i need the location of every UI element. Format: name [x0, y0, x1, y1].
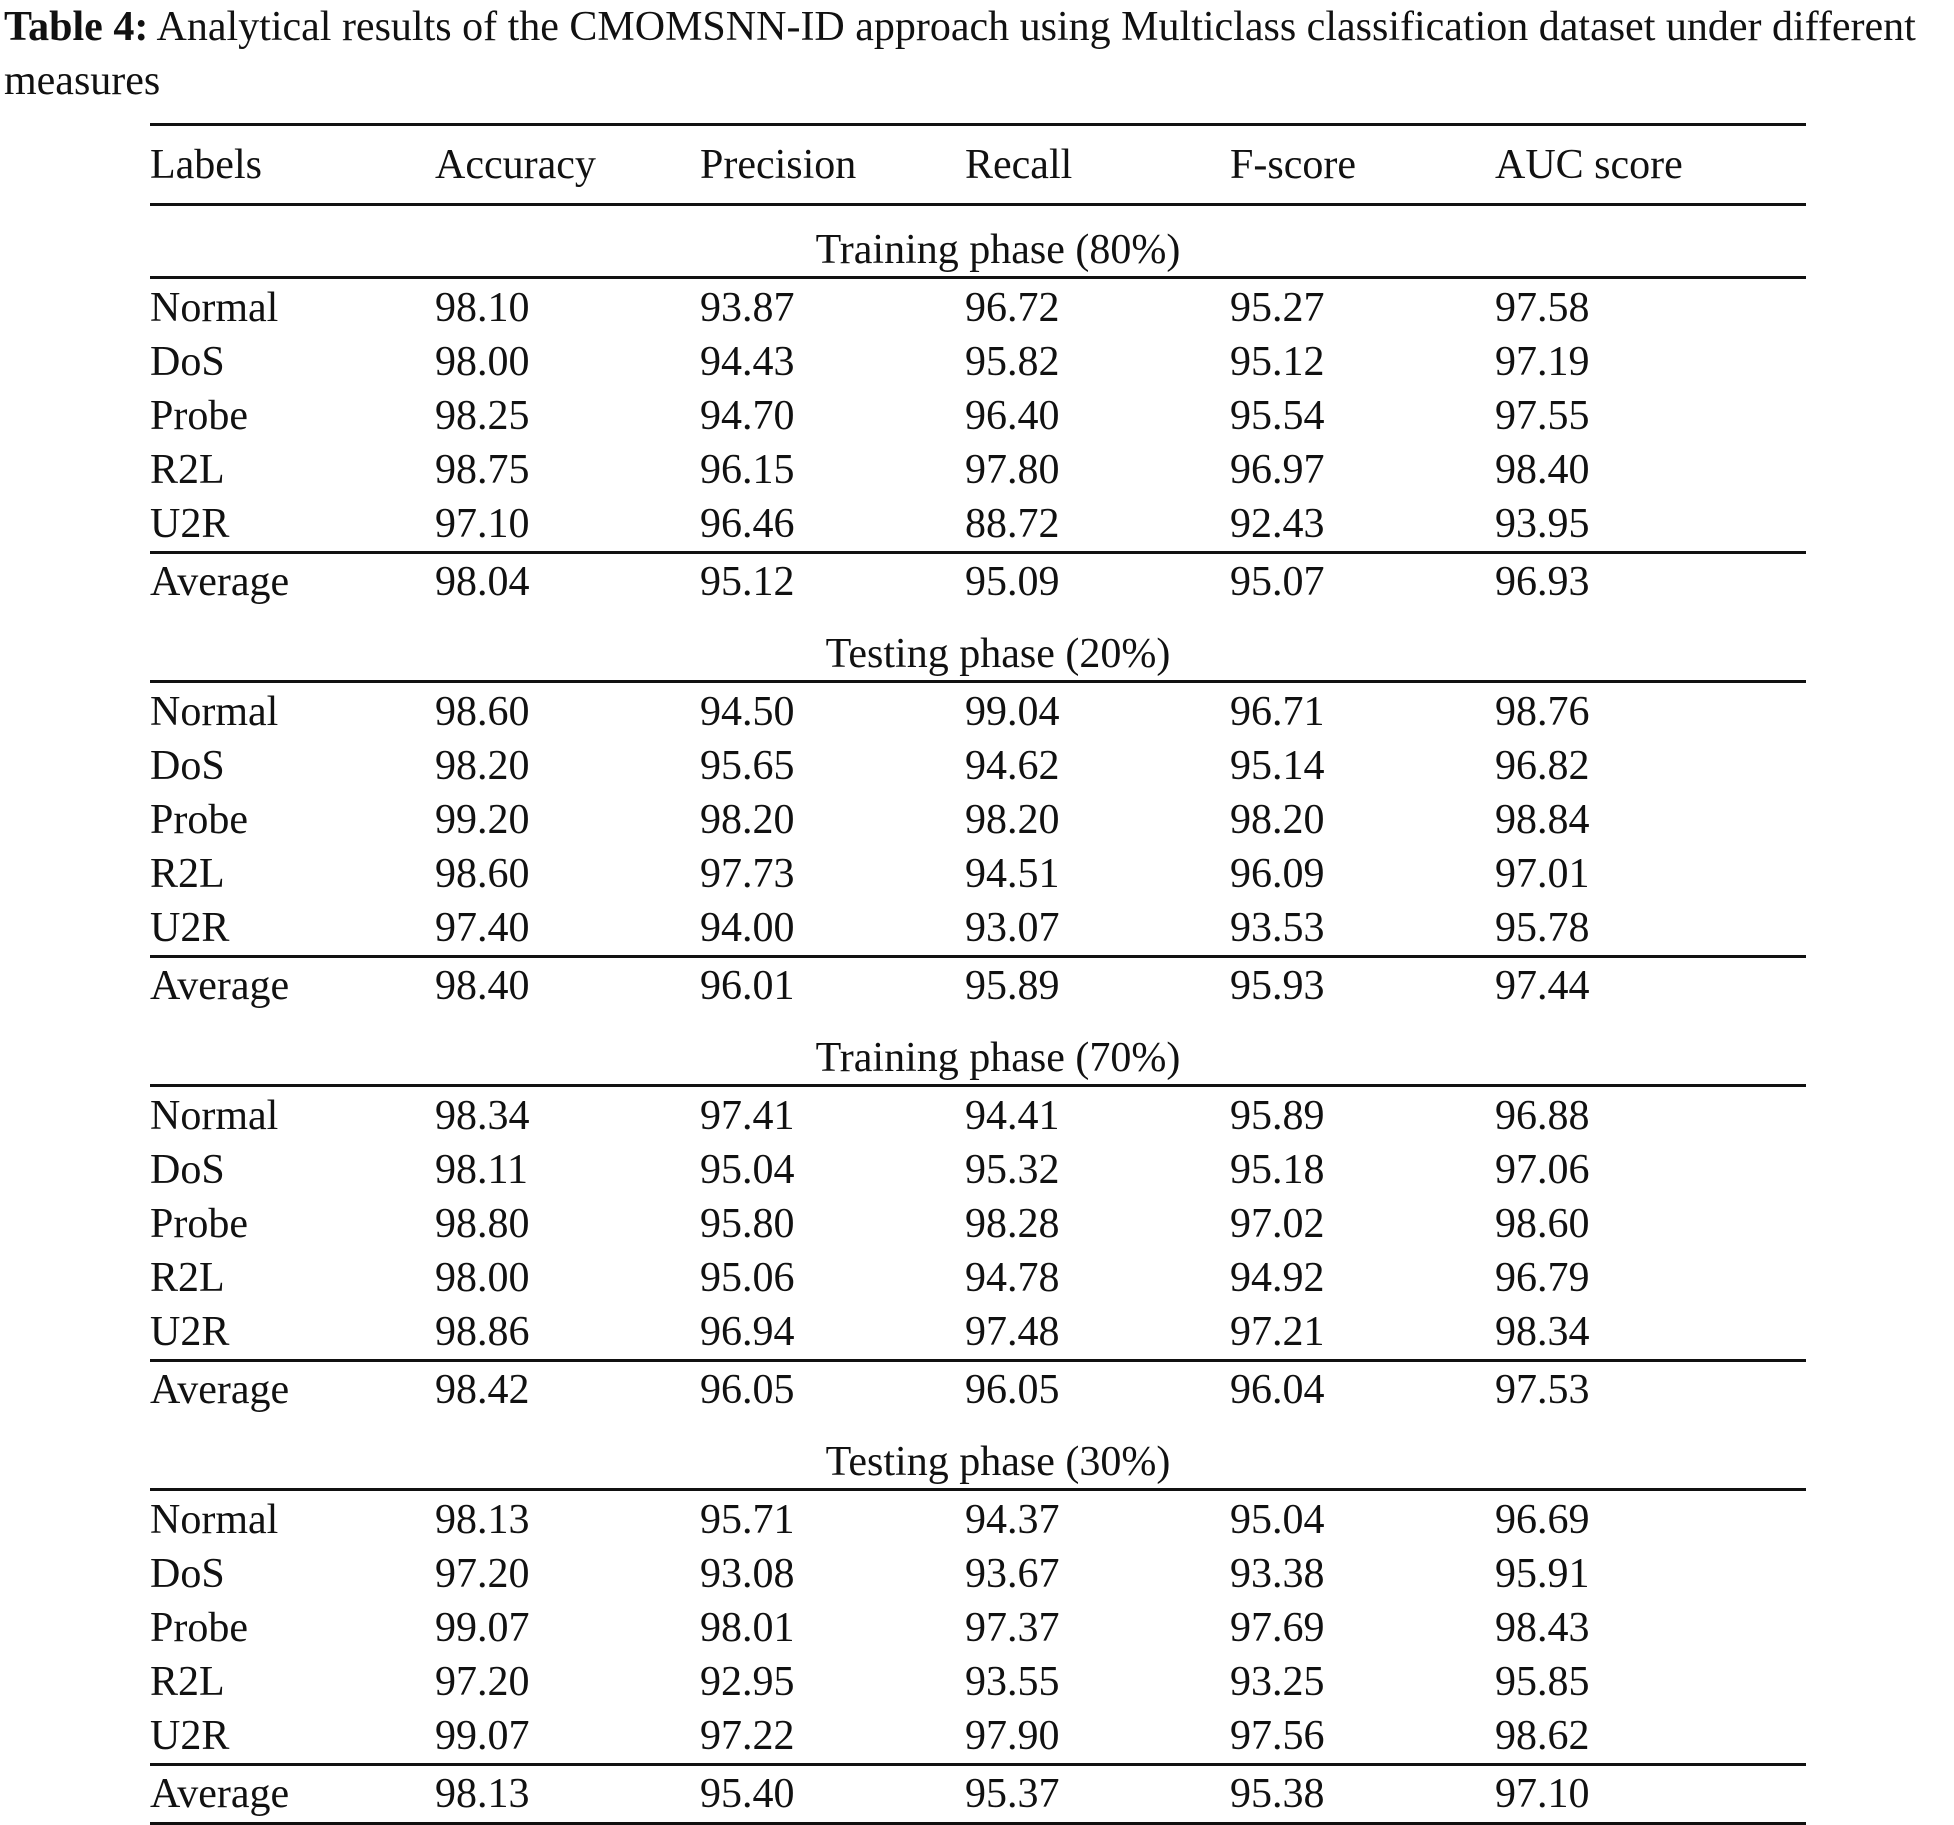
table-row-r2l — [150, 1251, 1806, 1305]
value-cell: 98.75 — [435, 447, 530, 493]
value-cell: 98.60 — [435, 689, 530, 735]
table-row-normal — [150, 1493, 1806, 1547]
value-cell: 98.20 — [1230, 797, 1325, 843]
average-value-cell: 97.53 — [1495, 1367, 1590, 1413]
value-cell: 97.69 — [1230, 1605, 1325, 1651]
value-cell: 98.20 — [965, 797, 1060, 843]
value-cell: 95.54 — [1230, 393, 1325, 439]
value-cell: 95.04 — [700, 1147, 795, 1193]
value-cell: 97.01 — [1495, 851, 1590, 897]
value-cell: 98.10 — [435, 285, 530, 331]
header-f-score: F-score — [1230, 141, 1356, 188]
average-value-cell: 97.10 — [1495, 1771, 1590, 1817]
value-cell: 97.21 — [1230, 1309, 1325, 1355]
header-labels: Labels — [150, 141, 262, 188]
header-recall: Recall — [965, 141, 1073, 188]
average-value-cell: 95.38 — [1230, 1771, 1325, 1817]
value-cell: 97.20 — [435, 1659, 530, 1705]
value-cell: 98.25 — [435, 393, 530, 439]
value-cell: 97.58 — [1495, 285, 1590, 331]
average-value-cell: 96.05 — [965, 1367, 1060, 1413]
row-label-cell: Probe — [150, 1605, 248, 1651]
table-row-dos — [150, 739, 1806, 793]
value-cell: 95.04 — [1230, 1497, 1325, 1543]
value-cell: 93.53 — [1230, 905, 1325, 951]
row-label-cell: Normal — [150, 689, 279, 735]
average-value-cell: 98.40 — [435, 963, 530, 1009]
value-cell: 96.46 — [700, 501, 795, 547]
row-label-cell: Normal — [150, 1093, 279, 1139]
value-cell: 95.27 — [1230, 285, 1325, 331]
value-cell: 96.71 — [1230, 689, 1325, 735]
value-cell: 96.94 — [700, 1309, 795, 1355]
value-cell: 94.62 — [965, 743, 1060, 789]
value-cell: 94.00 — [700, 905, 795, 951]
value-cell: 96.88 — [1495, 1093, 1590, 1139]
section-title: Training phase (80%) — [815, 227, 1181, 273]
value-cell: 98.76 — [1495, 689, 1590, 735]
value-cell: 93.07 — [965, 905, 1060, 951]
average-value-cell: 96.04 — [1230, 1367, 1325, 1413]
average-value-cell: 95.07 — [1230, 559, 1325, 605]
average-value-cell: 96.05 — [700, 1367, 795, 1413]
value-cell: 97.80 — [965, 447, 1060, 493]
table-row-probe — [150, 1197, 1806, 1251]
average-label-cell: Average — [150, 1771, 290, 1817]
section-body — [150, 1087, 1806, 1359]
row-label-cell: DoS — [150, 339, 225, 385]
value-cell: 94.43 — [700, 339, 795, 385]
average-value-cell: 98.42 — [435, 1367, 530, 1413]
value-cell: 97.48 — [965, 1309, 1060, 1355]
value-cell: 98.40 — [1495, 447, 1590, 493]
row-label-cell: R2L — [150, 851, 225, 897]
row-label-cell: Probe — [150, 393, 248, 439]
caption-text: Analytical results of the CMOMSNN-ID approach using Multiclass classification dataset under different measures — [4, 4, 1916, 104]
value-cell: 95.91 — [1495, 1551, 1590, 1597]
value-cell: 98.28 — [965, 1201, 1060, 1247]
row-label-cell: Normal — [150, 1497, 279, 1543]
value-cell: 98.60 — [435, 851, 530, 897]
value-cell: 98.00 — [435, 1255, 530, 1301]
row-label-cell: R2L — [150, 1659, 225, 1705]
section-title: Testing phase (20%) — [825, 631, 1171, 677]
section-title-row — [150, 206, 1806, 279]
section-body — [150, 1491, 1806, 1763]
value-cell: 98.20 — [700, 797, 795, 843]
value-cell: 93.08 — [700, 1551, 795, 1597]
value-cell: 93.55 — [965, 1659, 1060, 1705]
average-value-cell: 96.93 — [1495, 559, 1590, 605]
table-header-row — [150, 126, 1806, 206]
value-cell: 96.72 — [965, 285, 1060, 331]
value-cell: 99.20 — [435, 797, 530, 843]
header-precision: Precision — [700, 141, 857, 188]
value-cell: 95.32 — [965, 1147, 1060, 1193]
value-cell: 94.37 — [965, 1497, 1060, 1543]
table-row-u2r — [150, 1305, 1806, 1359]
table-row-u2r — [150, 901, 1806, 955]
row-label-cell: U2R — [150, 501, 230, 547]
value-cell: 96.97 — [1230, 447, 1325, 493]
table-row-average — [150, 551, 1806, 610]
row-label-cell: U2R — [150, 905, 230, 951]
value-cell: 97.06 — [1495, 1147, 1590, 1193]
value-cell: 94.41 — [965, 1093, 1060, 1139]
table-row-r2l — [150, 1655, 1806, 1709]
caption-label: Table 4: — [4, 4, 149, 50]
value-cell: 93.95 — [1495, 501, 1590, 547]
value-cell: 97.02 — [1230, 1201, 1325, 1247]
value-cell: 98.62 — [1495, 1713, 1590, 1759]
value-cell: 98.86 — [435, 1309, 530, 1355]
table-row-normal — [150, 281, 1806, 335]
value-cell: 98.60 — [1495, 1201, 1590, 1247]
value-cell: 97.40 — [435, 905, 530, 951]
average-value-cell: 98.13 — [435, 1771, 530, 1817]
value-cell: 96.15 — [700, 447, 795, 493]
table-row-probe — [150, 389, 1806, 443]
average-value-cell: 97.44 — [1495, 963, 1590, 1009]
value-cell: 97.90 — [965, 1713, 1060, 1759]
table-row-probe — [150, 1601, 1806, 1655]
table-row-dos — [150, 1547, 1806, 1601]
row-label-cell: DoS — [150, 1551, 225, 1597]
section-title-row — [150, 1014, 1806, 1087]
value-cell: 95.71 — [700, 1497, 795, 1543]
value-cell: 94.92 — [1230, 1255, 1325, 1301]
value-cell: 97.37 — [965, 1605, 1060, 1651]
value-cell: 95.89 — [1230, 1093, 1325, 1139]
value-cell: 93.67 — [965, 1551, 1060, 1597]
value-cell: 94.78 — [965, 1255, 1060, 1301]
value-cell: 98.84 — [1495, 797, 1590, 843]
value-cell: 98.80 — [435, 1201, 530, 1247]
results-table — [150, 123, 1806, 1825]
value-cell: 95.12 — [1230, 339, 1325, 385]
value-cell: 95.65 — [700, 743, 795, 789]
value-cell: 98.01 — [700, 1605, 795, 1651]
value-cell: 93.38 — [1230, 1551, 1325, 1597]
row-label-cell: Probe — [150, 1201, 248, 1247]
value-cell: 98.13 — [435, 1497, 530, 1543]
average-value-cell: 95.12 — [700, 559, 795, 605]
table-row-r2l — [150, 847, 1806, 901]
row-label-cell: R2L — [150, 447, 225, 493]
value-cell: 96.82 — [1495, 743, 1590, 789]
value-cell: 98.00 — [435, 339, 530, 385]
value-cell: 94.70 — [700, 393, 795, 439]
value-cell: 97.22 — [700, 1713, 795, 1759]
header-auc-score: AUC score — [1495, 141, 1683, 188]
value-cell: 93.87 — [700, 285, 795, 331]
value-cell: 98.20 — [435, 743, 530, 789]
value-cell: 92.95 — [700, 1659, 795, 1705]
table-row-normal — [150, 685, 1806, 739]
value-cell: 95.14 — [1230, 743, 1325, 789]
value-cell: 99.04 — [965, 689, 1060, 735]
row-label-cell: Normal — [150, 285, 279, 331]
row-label-cell: DoS — [150, 1147, 225, 1193]
value-cell: 96.79 — [1495, 1255, 1590, 1301]
row-label-cell: R2L — [150, 1255, 225, 1301]
table-row-average — [150, 1359, 1806, 1418]
section-title: Testing phase (30%) — [825, 1439, 1171, 1485]
average-value-cell: 95.93 — [1230, 963, 1325, 1009]
value-cell: 94.51 — [965, 851, 1060, 897]
table-row-r2l — [150, 443, 1806, 497]
value-cell: 95.18 — [1230, 1147, 1325, 1193]
value-cell: 96.40 — [965, 393, 1060, 439]
value-cell: 98.34 — [1495, 1309, 1590, 1355]
average-value-cell: 95.37 — [965, 1771, 1060, 1817]
section-title-row — [150, 1418, 1806, 1491]
row-label-cell: Probe — [150, 797, 248, 843]
average-value-cell: 98.04 — [435, 559, 530, 605]
table-row-average — [150, 1763, 1806, 1825]
value-cell: 96.69 — [1495, 1497, 1590, 1543]
value-cell: 98.11 — [435, 1147, 528, 1193]
row-label-cell: DoS — [150, 743, 225, 789]
value-cell: 99.07 — [435, 1605, 530, 1651]
value-cell: 93.25 — [1230, 1659, 1325, 1705]
section-body — [150, 279, 1806, 551]
table-row-probe — [150, 793, 1806, 847]
table-row-u2r — [150, 1709, 1806, 1763]
table-body — [150, 206, 1806, 1825]
table-caption — [4, 0, 1944, 108]
header-accuracy: Accuracy — [435, 141, 596, 188]
row-label-cell: U2R — [150, 1713, 230, 1759]
value-cell: 94.50 — [700, 689, 795, 735]
value-cell: 97.20 — [435, 1551, 530, 1597]
value-cell: 95.06 — [700, 1255, 795, 1301]
value-cell: 96.09 — [1230, 851, 1325, 897]
row-label-cell: U2R — [150, 1309, 230, 1355]
value-cell: 95.78 — [1495, 905, 1590, 951]
value-cell: 88.72 — [965, 501, 1060, 547]
table-row-u2r — [150, 497, 1806, 551]
value-cell: 97.19 — [1495, 339, 1590, 385]
average-label-cell: Average — [150, 559, 290, 605]
value-cell: 98.34 — [435, 1093, 530, 1139]
value-cell: 97.73 — [700, 851, 795, 897]
table-row-dos — [150, 1143, 1806, 1197]
value-cell: 97.56 — [1230, 1713, 1325, 1759]
table-row-average — [150, 955, 1806, 1014]
average-value-cell: 95.09 — [965, 559, 1060, 605]
average-value-cell: 95.89 — [965, 963, 1060, 1009]
value-cell: 98.43 — [1495, 1605, 1590, 1651]
table-row-normal — [150, 1089, 1806, 1143]
value-cell: 92.43 — [1230, 501, 1325, 547]
value-cell: 97.41 — [700, 1093, 795, 1139]
value-cell: 97.10 — [435, 501, 530, 547]
average-value-cell: 95.40 — [700, 1771, 795, 1817]
average-label-cell: Average — [150, 963, 290, 1009]
section-title: Training phase (70%) — [815, 1035, 1181, 1081]
table-row-dos — [150, 335, 1806, 389]
value-cell: 97.55 — [1495, 393, 1590, 439]
value-cell: 95.82 — [965, 339, 1060, 385]
average-value-cell: 96.01 — [700, 963, 795, 1009]
section-body — [150, 683, 1806, 955]
value-cell: 95.85 — [1495, 1659, 1590, 1705]
section-title-row — [150, 610, 1806, 683]
value-cell: 95.80 — [700, 1201, 795, 1247]
average-label-cell: Average — [150, 1367, 290, 1413]
value-cell: 99.07 — [435, 1713, 530, 1759]
